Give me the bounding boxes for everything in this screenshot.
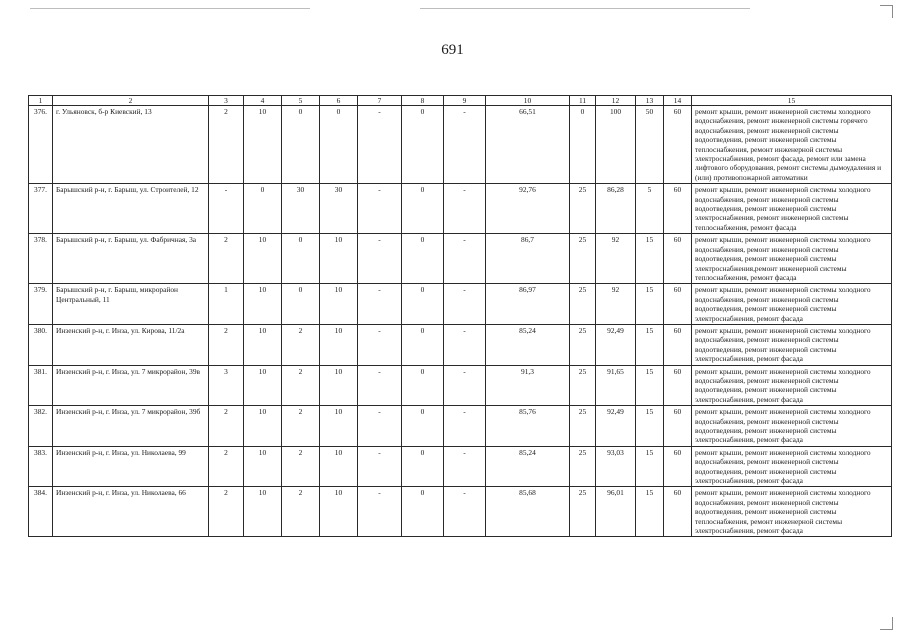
col-12-cell: 91,65: [596, 365, 636, 406]
table-row: [29, 365, 892, 406]
row-number: 381.: [29, 365, 53, 406]
row-number: 377.: [29, 184, 53, 234]
col-14-cell: 60: [664, 406, 692, 447]
col-8-cell: 0: [402, 284, 444, 325]
col-10-cell: 91,3: [486, 365, 570, 406]
col-4-cell: 10: [244, 487, 282, 537]
corner-mark-bottom-right: [880, 617, 893, 630]
col-3-cell: 2: [209, 446, 244, 487]
col-7-cell: -: [358, 406, 402, 447]
address-cell: Барышский р-н, г. Барыш, ул. Строителей, 12: [53, 184, 209, 234]
col-3-cell: 2: [209, 106, 244, 184]
row-number: 380.: [29, 324, 53, 365]
col-12-cell: 96,01: [596, 487, 636, 537]
column-header-8: 8: [402, 96, 444, 106]
address-cell: Инзенский р-н, г. Инза, ул. 7 микрорайон, 39б: [53, 406, 209, 447]
col-11-cell: 25: [570, 365, 596, 406]
row-number: 376.: [29, 106, 53, 184]
col-8-cell: 0: [402, 446, 444, 487]
col-4-cell: 10: [244, 324, 282, 365]
col-10-cell: 66,51: [486, 106, 570, 184]
col-10-cell: 85,24: [486, 446, 570, 487]
works-cell: ремонт крыши, ремонт инженерной системы холодного водоснабжения, ремонт инженерной системы водоотведения, ремонт инженерной системы электроснабжения, ремонт фасада: [692, 446, 892, 487]
table-row: [29, 234, 892, 284]
col-13-cell: 15: [636, 324, 664, 365]
col-12-cell: 92,49: [596, 406, 636, 447]
col-9-cell: -: [444, 365, 486, 406]
column-header-15: 15: [692, 96, 892, 106]
page-number: 691: [441, 42, 464, 58]
col-5-cell: 2: [282, 406, 320, 447]
column-header-14: 14: [664, 96, 692, 106]
col-13-cell: 50: [636, 106, 664, 184]
col-4-cell: 10: [244, 106, 282, 184]
col-14-cell: 60: [664, 284, 692, 325]
col-11-cell: 25: [570, 324, 596, 365]
col-14-cell: 60: [664, 365, 692, 406]
col-6-cell: 30: [320, 184, 358, 234]
col-6-cell: 10: [320, 365, 358, 406]
col-6-cell: 10: [320, 406, 358, 447]
col-13-cell: 15: [636, 365, 664, 406]
col-7-cell: -: [358, 284, 402, 325]
col-10-cell: 85,24: [486, 324, 570, 365]
col-8-cell: 0: [402, 234, 444, 284]
address-cell: г. Ульяновск, б-р Киевский, 13: [53, 106, 209, 184]
col-8-cell: 0: [402, 365, 444, 406]
col-9-cell: -: [444, 446, 486, 487]
works-cell: ремонт крыши, ремонт инженерной системы холодного водоснабжения, ремонт инженерной системы водоотведения, ремонт инженерной системы электроснабжения, ремонт фасада: [692, 284, 892, 325]
column-header-1: 1: [29, 96, 53, 106]
col-10-cell: 85,68: [486, 487, 570, 537]
col-5-cell: 2: [282, 446, 320, 487]
column-header-7: 7: [358, 96, 402, 106]
column-header-2: 2: [53, 96, 209, 106]
col-3-cell: 2: [209, 324, 244, 365]
col-9-cell: -: [444, 106, 486, 184]
col-11-cell: 25: [570, 234, 596, 284]
col-3-cell: -: [209, 184, 244, 234]
column-header-11: 11: [570, 96, 596, 106]
col-4-cell: 10: [244, 284, 282, 325]
col-7-cell: -: [358, 487, 402, 537]
col-3-cell: 2: [209, 487, 244, 537]
col-14-cell: 60: [664, 487, 692, 537]
table-row: [29, 284, 892, 325]
col-3-cell: 1: [209, 284, 244, 325]
col-14-cell: 60: [664, 234, 692, 284]
column-header-12: 12: [596, 96, 636, 106]
works-cell: ремонт крыши, ремонт инженерной системы холодного водоснабжения, ремонт инженерной системы водоотведения, ремонт инженерной системы электроснабжения, ремонт фасада: [692, 365, 892, 406]
col-10-cell: 86,7: [486, 234, 570, 284]
col-12-cell: 86,28: [596, 184, 636, 234]
row-number: 384.: [29, 487, 53, 537]
col-12-cell: 92: [596, 284, 636, 325]
column-header-13: 13: [636, 96, 664, 106]
col-7-cell: -: [358, 446, 402, 487]
col-9-cell: -: [444, 284, 486, 325]
works-cell: ремонт крыши, ремонт инженерной системы холодного водоснабжения, ремонт инженерной системы водоотведения, ремонт инженерной системы теплоснабжения, ремонт инженерной системы электроснабжения, ремонт фасада: [692, 487, 892, 537]
table-row: [29, 324, 892, 365]
col-11-cell: 0: [570, 106, 596, 184]
col-14-cell: 60: [664, 184, 692, 234]
scan-edge-top: [30, 8, 310, 9]
col-11-cell: 25: [570, 284, 596, 325]
col-13-cell: 15: [636, 406, 664, 447]
col-12-cell: 92: [596, 234, 636, 284]
col-9-cell: -: [444, 324, 486, 365]
col-14-cell: 60: [664, 446, 692, 487]
col-5-cell: 2: [282, 365, 320, 406]
col-8-cell: 0: [402, 106, 444, 184]
col-6-cell: 10: [320, 234, 358, 284]
table-row: [29, 487, 892, 537]
col-11-cell: 25: [570, 184, 596, 234]
col-7-cell: -: [358, 106, 402, 184]
col-9-cell: -: [444, 234, 486, 284]
scan-edge-top-right: [420, 8, 750, 9]
column-header-4: 4: [244, 96, 282, 106]
address-cell: Инзенский р-н, г. Инза, ул. Николаева, 66: [53, 487, 209, 537]
col-5-cell: 2: [282, 487, 320, 537]
address-cell: Инзенский р-н, г. Инза, ул. Кирова, 11/2а: [53, 324, 209, 365]
table-row: [29, 406, 892, 447]
column-header-10: 10: [486, 96, 570, 106]
col-6-cell: 10: [320, 284, 358, 325]
col-8-cell: 0: [402, 184, 444, 234]
works-cell: ремонт крыши, ремонт инженерной системы холодного водоснабжения, ремонт инженерной системы водоотведения, ремонт инженерной системы электроснабжения, ремонт фасада: [692, 324, 892, 365]
col-13-cell: 15: [636, 284, 664, 325]
col-12-cell: 92,49: [596, 324, 636, 365]
table-body: [29, 106, 892, 537]
col-8-cell: 0: [402, 406, 444, 447]
col-12-cell: 93,03: [596, 446, 636, 487]
col-5-cell: 0: [282, 234, 320, 284]
col-6-cell: 10: [320, 446, 358, 487]
col-3-cell: 2: [209, 406, 244, 447]
address-cell: Инзенский р-н, г. Инза, ул. Николаева, 99: [53, 446, 209, 487]
corner-mark-top-right: [880, 5, 893, 18]
col-10-cell: 85,76: [486, 406, 570, 447]
col-9-cell: -: [444, 406, 486, 447]
column-header-9: 9: [444, 96, 486, 106]
table-row: [29, 106, 892, 184]
col-6-cell: 10: [320, 324, 358, 365]
col-14-cell: 60: [664, 324, 692, 365]
col-7-cell: -: [358, 324, 402, 365]
col-13-cell: 15: [636, 487, 664, 537]
column-header-6: 6: [320, 96, 358, 106]
col-9-cell: -: [444, 184, 486, 234]
col-13-cell: 15: [636, 234, 664, 284]
col-13-cell: 15: [636, 446, 664, 487]
col-5-cell: 30: [282, 184, 320, 234]
col-10-cell: 86,97: [486, 284, 570, 325]
col-14-cell: 60: [664, 106, 692, 184]
col-5-cell: 0: [282, 284, 320, 325]
address-cell: Инзенский р-н, г. Инза, ул. 7 микрорайон, 39в: [53, 365, 209, 406]
col-3-cell: 3: [209, 365, 244, 406]
col-9-cell: -: [444, 487, 486, 537]
address-cell: Барышский р-н, г. Барыш, микрорайон Центральный, 11: [53, 284, 209, 325]
col-11-cell: 25: [570, 487, 596, 537]
col-7-cell: -: [358, 365, 402, 406]
col-8-cell: 0: [402, 487, 444, 537]
column-header-5: 5: [282, 96, 320, 106]
works-cell: ремонт крыши, ремонт инженерной системы холодного водоснабжения, ремонт инженерной системы водоотведения, ремонт инженерной системы электроснабжения,ремонт инженерной системы теплоснабжения, ремонт фасада: [692, 234, 892, 284]
row-number: 378.: [29, 234, 53, 284]
column-number-row: [29, 96, 892, 106]
table-row: [29, 184, 892, 234]
col-7-cell: -: [358, 184, 402, 234]
col-4-cell: 10: [244, 365, 282, 406]
row-number: 379.: [29, 284, 53, 325]
col-11-cell: 25: [570, 446, 596, 487]
col-4-cell: 10: [244, 234, 282, 284]
address-cell: Барышский р-н, г. Барыш, ул. Фабричная, 3а: [53, 234, 209, 284]
col-6-cell: 0: [320, 106, 358, 184]
repair-program-table: [28, 95, 892, 537]
works-cell: ремонт крыши, ремонт инженерной системы холодного водоснабжения, ремонт инженерной системы горячего водоснабжения, ремонт инженерной системы водоотведения, ремонт инженерной системы теплоснабжения, ремонт инженерной системы электроснабжения, ремонт фасада, ремонт или замена лифтового оборудования, ремонт системы дымоудаления и (или) противопожарной автоматики: [692, 106, 892, 184]
col-3-cell: 2: [209, 234, 244, 284]
row-number: 382.: [29, 406, 53, 447]
col-4-cell: 10: [244, 406, 282, 447]
col-5-cell: 2: [282, 324, 320, 365]
col-8-cell: 0: [402, 324, 444, 365]
col-5-cell: 0: [282, 106, 320, 184]
works-cell: ремонт крыши, ремонт инженерной системы холодного водоснабжения, ремонт инженерной системы водоотведения, ремонт инженерной системы электроснабжения, ремонт инженерной системы теплоснабжения, ремонт фасада: [692, 184, 892, 234]
column-header-3: 3: [209, 96, 244, 106]
col-4-cell: 10: [244, 446, 282, 487]
col-12-cell: 100: [596, 106, 636, 184]
col-4-cell: 0: [244, 184, 282, 234]
col-6-cell: 10: [320, 487, 358, 537]
col-10-cell: 92,76: [486, 184, 570, 234]
col-13-cell: 5: [636, 184, 664, 234]
col-11-cell: 25: [570, 406, 596, 447]
col-7-cell: -: [358, 234, 402, 284]
works-cell: ремонт крыши, ремонт инженерной системы холодного водоснабжения, ремонт инженерной системы водоотведения, ремонт инженерной системы электроснабжения, ремонт фасада: [692, 406, 892, 447]
row-number: 383.: [29, 446, 53, 487]
table-row: [29, 446, 892, 487]
